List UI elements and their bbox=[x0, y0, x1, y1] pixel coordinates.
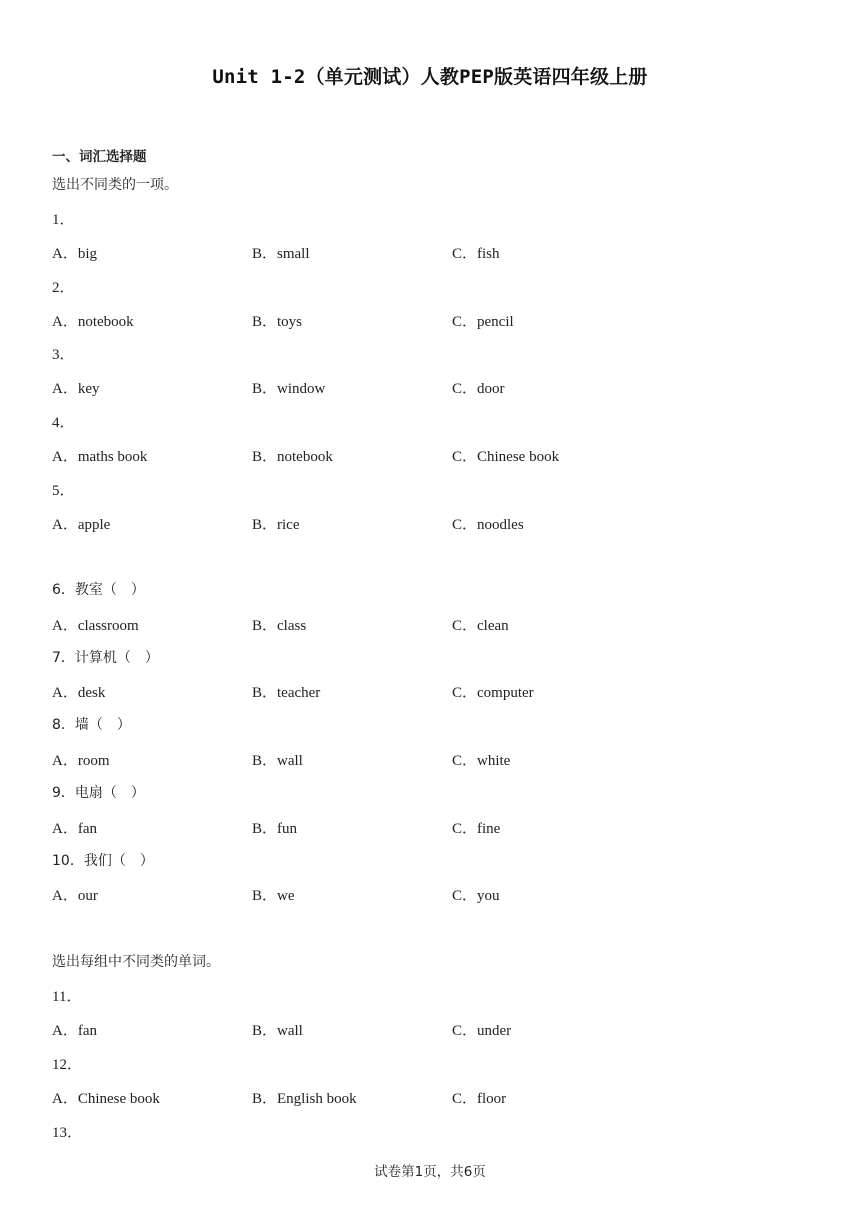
option-a[interactable]: A．key bbox=[52, 381, 100, 397]
question-12-stem: 12． bbox=[52, 1057, 83, 1073]
option-a[interactable]: A．Chinese book bbox=[52, 1091, 160, 1107]
option-b[interactable]: B．fun bbox=[252, 821, 298, 837]
option-b[interactable]: B．teacher bbox=[252, 685, 321, 701]
option-c[interactable]: C．noodles bbox=[452, 517, 524, 533]
option-b[interactable]: B．notebook bbox=[252, 449, 333, 465]
question-11-stem: 11． bbox=[52, 989, 82, 1005]
option-a[interactable]: A．desk bbox=[52, 685, 106, 701]
question-4-stem: 4． bbox=[52, 415, 75, 431]
option-c[interactable]: C．clean bbox=[452, 618, 509, 634]
option-b[interactable]: B．wall bbox=[252, 753, 303, 769]
option-c[interactable]: C．computer bbox=[452, 685, 534, 701]
option-b[interactable]: B．toys bbox=[252, 314, 303, 330]
option-c[interactable]: C．you bbox=[452, 888, 500, 904]
option-b[interactable]: B．class bbox=[252, 618, 307, 634]
option-a[interactable]: A．notebook bbox=[52, 314, 134, 330]
question-13-stem: 13． bbox=[52, 1125, 83, 1141]
question-5-stem: 5． bbox=[52, 483, 75, 499]
option-a[interactable]: A．classroom bbox=[52, 618, 139, 634]
option-b[interactable]: B．window bbox=[252, 381, 326, 397]
option-b[interactable]: B．English book bbox=[252, 1091, 357, 1107]
option-b[interactable]: B．we bbox=[252, 888, 295, 904]
instruction-1: 选出不同类的一项。 bbox=[52, 177, 178, 193]
option-c[interactable]: C．pencil bbox=[452, 314, 514, 330]
option-a[interactable]: A．our bbox=[52, 888, 98, 904]
option-a[interactable]: A．big bbox=[52, 246, 98, 262]
question-10-stem: 10．我们（ ） bbox=[52, 853, 154, 869]
option-c[interactable]: C．door bbox=[452, 381, 505, 397]
option-a[interactable]: A．maths book bbox=[52, 449, 148, 465]
section-heading: 一、词汇选择题 bbox=[52, 149, 147, 165]
option-a[interactable]: A．fan bbox=[52, 1023, 97, 1039]
option-a[interactable]: A．apple bbox=[52, 517, 111, 533]
option-a[interactable]: A．fan bbox=[52, 821, 97, 837]
option-c[interactable]: C．fish bbox=[452, 246, 500, 262]
question-7-stem: 7．计算机（ ） bbox=[52, 650, 159, 666]
page-footer: 试卷第1页，共6页 bbox=[374, 1164, 486, 1180]
option-c[interactable]: C．floor bbox=[452, 1091, 507, 1107]
option-b[interactable]: B．wall bbox=[252, 1023, 303, 1039]
question-3-stem: 3． bbox=[52, 347, 75, 363]
option-b[interactable]: B．rice bbox=[252, 517, 300, 533]
option-a[interactable]: A．room bbox=[52, 753, 110, 769]
option-c[interactable]: C．white bbox=[452, 753, 511, 769]
option-b[interactable]: B．small bbox=[252, 246, 310, 262]
option-c[interactable]: C．fine bbox=[452, 821, 501, 837]
question-8-stem: 8．墙（ ） bbox=[52, 717, 131, 733]
option-c[interactable]: C．under bbox=[452, 1023, 512, 1039]
document-title: Unit 1-2（单元测试）人教PEP版英语四年级上册 bbox=[212, 66, 648, 88]
question-9-stem: 9．电扇（ ） bbox=[52, 785, 145, 801]
question-6-stem: 6．教室（ ） bbox=[52, 582, 145, 598]
question-1-stem: 1． bbox=[52, 212, 75, 228]
instruction-2: 选出每组中不同类的单词。 bbox=[52, 954, 220, 970]
question-2-stem: 2． bbox=[52, 280, 75, 296]
option-c[interactable]: C．Chinese book bbox=[452, 449, 560, 465]
